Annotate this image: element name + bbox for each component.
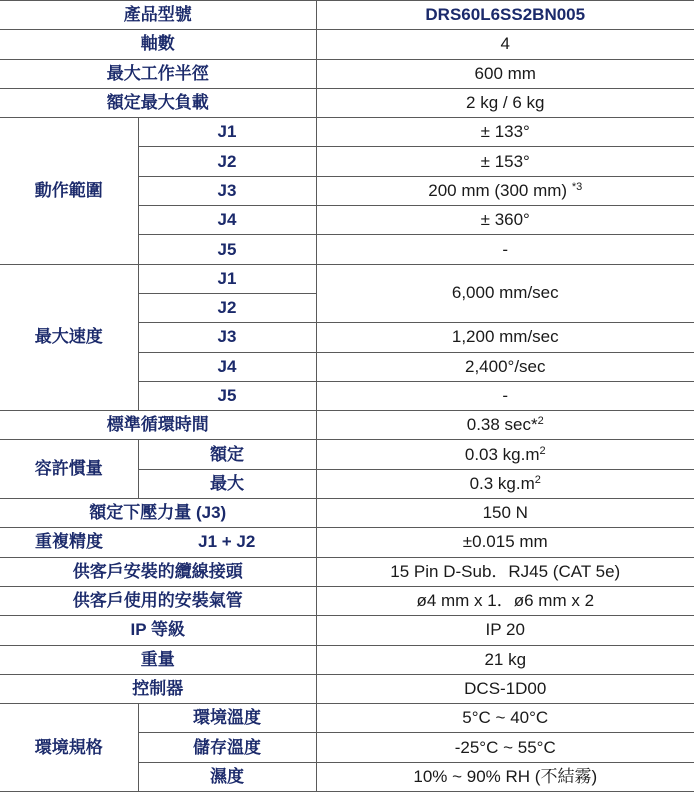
motion-joint-j5: J5 xyxy=(138,235,316,264)
inertia-rated-value xyxy=(316,440,694,469)
row-controller xyxy=(0,674,694,703)
environment-label: 環境規格 xyxy=(0,704,138,792)
repeatability-sub: J1 + J2 xyxy=(138,528,316,557)
speed-joint-j3: J3 xyxy=(138,323,316,352)
inertia-rated-text: 0.03 kg.m xyxy=(464,444,540,464)
controller-value: DCS-1D00 xyxy=(316,674,694,703)
repeatability-label: 重複精度 xyxy=(0,528,138,557)
motion-joint-j2: J2 xyxy=(138,147,316,176)
ip-value: IP 20 xyxy=(316,616,694,645)
inertia-max-value xyxy=(316,469,694,498)
row-motion-j1 xyxy=(0,118,694,147)
row-repeatability xyxy=(0,528,694,557)
env-humidity-label: 濕度 xyxy=(138,762,316,791)
row-air-tube xyxy=(0,586,694,615)
max-speed-label: 最大速度 xyxy=(0,264,138,410)
air-tube-label: 供客戶使用的安裝氣管 xyxy=(0,586,316,615)
press-force-value: 150 N xyxy=(316,499,694,528)
speed-value-j5: - xyxy=(316,381,694,410)
speed-value-j3: 1,200 mm/sec xyxy=(316,323,694,352)
controller-label: 控制器 xyxy=(0,674,316,703)
speed-joint-j1: J1 xyxy=(138,264,316,293)
motion-value-j5: - xyxy=(316,235,694,264)
row-inertia-rated xyxy=(0,440,694,469)
axes-label: 軸數 xyxy=(0,30,316,59)
inertia-max-text: 0.3 kg.m xyxy=(469,473,535,493)
row-press-force xyxy=(0,499,694,528)
env-temp-label: 環境溫度 xyxy=(138,704,316,733)
inertia-rated-sup: 2 xyxy=(539,444,546,457)
cycle-time-sup: 2 xyxy=(537,415,544,428)
row-weight xyxy=(0,645,694,674)
inertia-max-sup: 2 xyxy=(534,473,541,486)
ip-label: IP 等級 xyxy=(0,616,316,645)
model-label: 產品型號 xyxy=(0,1,316,30)
motion-joint-j4: J4 xyxy=(138,206,316,235)
weight-label: 重量 xyxy=(0,645,316,674)
inertia-label: 容許慣量 xyxy=(0,440,138,499)
axes-value: 4 xyxy=(316,30,694,59)
env-humidity-value: 10% ~ 90% RH (不結霧) xyxy=(316,762,694,791)
row-max-radius xyxy=(0,59,694,88)
weight-value: 21 kg xyxy=(316,645,694,674)
speed-value-j1-j2: 6,000 mm/sec xyxy=(316,264,694,323)
connector-label: 供客戶安裝的纜線接頭 xyxy=(0,557,316,586)
payload-label: 額定最大負載 xyxy=(0,88,316,117)
press-force-label: 額定下壓力量 (J3) xyxy=(0,499,316,528)
speed-joint-j4: J4 xyxy=(138,352,316,381)
max-radius-value: 600 mm xyxy=(316,59,694,88)
inertia-rated-label: 額定 xyxy=(138,440,316,469)
payload-value: 2 kg / 6 kg xyxy=(316,88,694,117)
inertia-max-label: 最大 xyxy=(138,469,316,498)
motion-value-j3-text: 200 mm (300 mm) xyxy=(428,180,568,200)
speed-value-j4: 2,400°/sec xyxy=(316,352,694,381)
row-axes xyxy=(0,30,694,59)
cycle-time-label: 標準循環時間 xyxy=(0,411,316,440)
env-storage-value: -25°C ~ 55°C xyxy=(316,733,694,762)
row-connector xyxy=(0,557,694,586)
footnote-mark: *3 xyxy=(571,180,583,193)
model-value: DRS60L6SS2BN005 xyxy=(316,1,694,30)
motion-joint-j3: J3 xyxy=(138,176,316,205)
row-payload xyxy=(0,88,694,117)
row-model xyxy=(0,1,694,30)
motion-value-j1: ± 133° xyxy=(316,118,694,147)
connector-value: 15 Pin D-Sub．RJ45 (CAT 5e) xyxy=(316,557,694,586)
motion-range-label: 動作範圍 xyxy=(0,118,138,264)
motion-value-j4: ± 360° xyxy=(316,206,694,235)
row-cycle-time xyxy=(0,411,694,440)
row-ip xyxy=(0,616,694,645)
env-temp-value: 5°C ~ 40°C xyxy=(316,704,694,733)
speed-joint-j2: J2 xyxy=(138,293,316,322)
row-speed-j1 xyxy=(0,264,694,293)
env-storage-label: 儲存溫度 xyxy=(138,733,316,762)
cycle-time-text: 0.38 sec* xyxy=(466,415,538,435)
repeatability-value: ±0.015 mm xyxy=(316,528,694,557)
motion-value-j3 xyxy=(316,176,694,205)
motion-value-j2: ± 153° xyxy=(316,147,694,176)
speed-joint-j5: J5 xyxy=(138,381,316,410)
row-env-temp xyxy=(0,704,694,733)
motion-joint-j1: J1 xyxy=(138,118,316,147)
cycle-time-value xyxy=(316,411,694,440)
max-radius-label: 最大工作半徑 xyxy=(0,59,316,88)
air-tube-value: ø4 mm x 1．ø6 mm x 2 xyxy=(316,586,694,615)
